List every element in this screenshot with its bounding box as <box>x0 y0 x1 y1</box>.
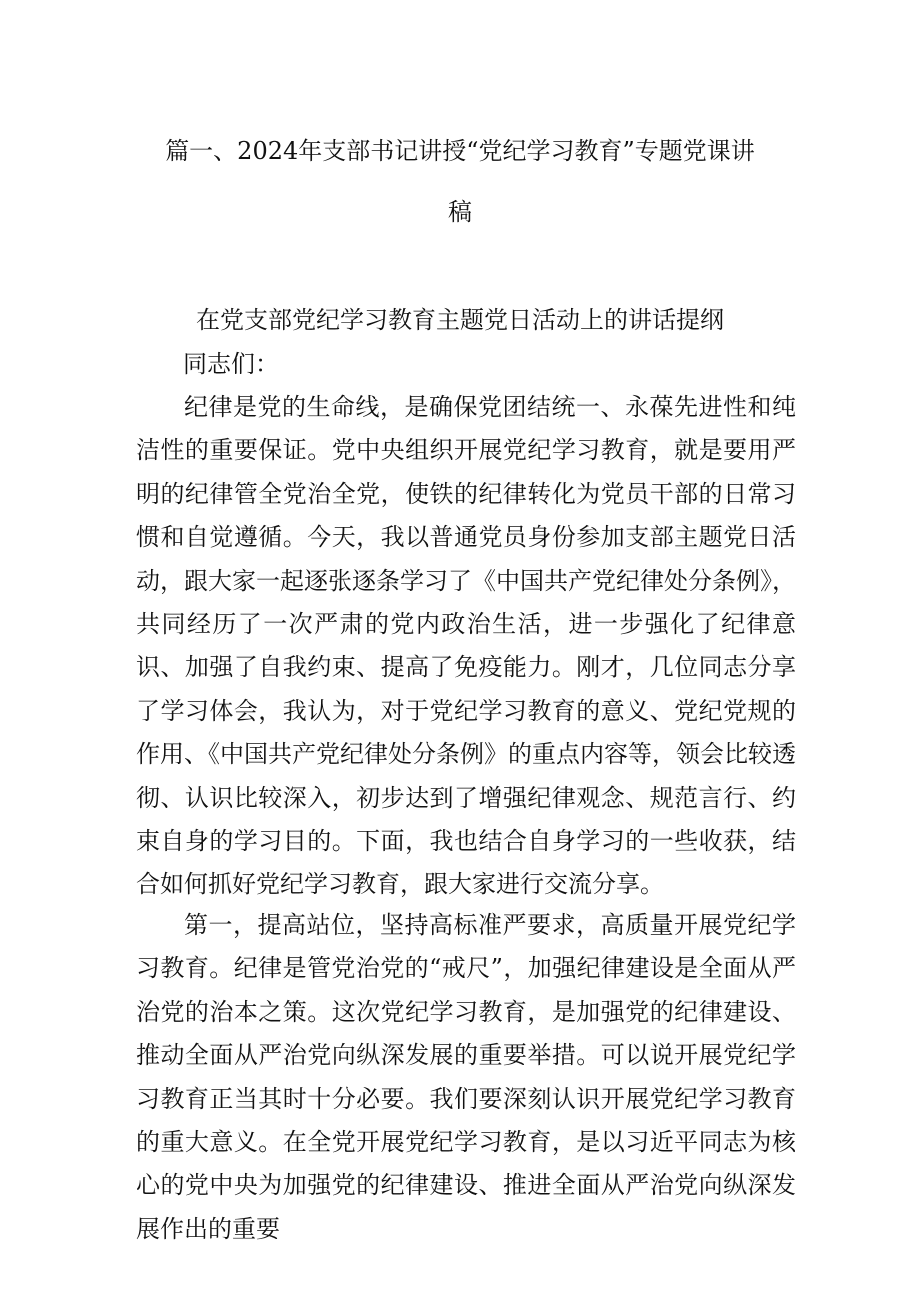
body-paragraph: 第一，提高站位，坚持高标准严要求，高质量开展党纪学习教育。纪律是管党治党的“戒尺”，加强纪律建设是全面从严治党的治本之策。这次党纪学习教育，是加强党的纪律建设、推动全面从严治党向纵深发展的重要举措。可以说开展党纪学习教育正当其时十分必要。我们要深刻认识开展党纪学习教育的重大意义。在全党开展党纪学习教育，是以习近平同志为核心的党中央为加强党的纪律建设、推进全面从严治党向纵深发展作出的重要 <box>136 911 796 1243</box>
salutation: 同志们： <box>183 350 279 378</box>
body-paragraph: 纪律是党的生命线，是确保党团结统一、永葆先进性和纯洁性的重要保证。党中央组织开展党纪学习教育，就是要用严明的纪律管全党治全党，使铁的纪律转化为党员干部的日常习惯和自觉遵循。今天，我以普通党员身份参加支部主题党日活动，跟大家一起逐张逐条学习了《中国共产党纪律处分条例》，共同经历了一次严肃的党内政治生活，进一步强化了纪律意识、加强了自我约束、提高了免疫能力。刚才，几位同志分享了学习体会，我认为，对于党纪学习教育的意义、党纪党规的作用、《中国共产党纪律处分条例》的重点内容等，领会比较透彻、认识比较深入，初步达到了增强纪律观念、规范言行、约束自身的学习目的。下面，我也结合自身学习的一些收获，结合如何抓好党纪学习教育，跟大家进行交流分享。 <box>136 393 796 899</box>
speech-subtitle: 在党支部党纪学习教育主题党日活动上的讲话提纲 <box>196 306 724 334</box>
document-title-line-1: 篇一、2024年支部书记讲授“党纪学习教育”专题党课讲 <box>165 137 755 165</box>
document-title-line-2: 稿 <box>448 198 472 226</box>
